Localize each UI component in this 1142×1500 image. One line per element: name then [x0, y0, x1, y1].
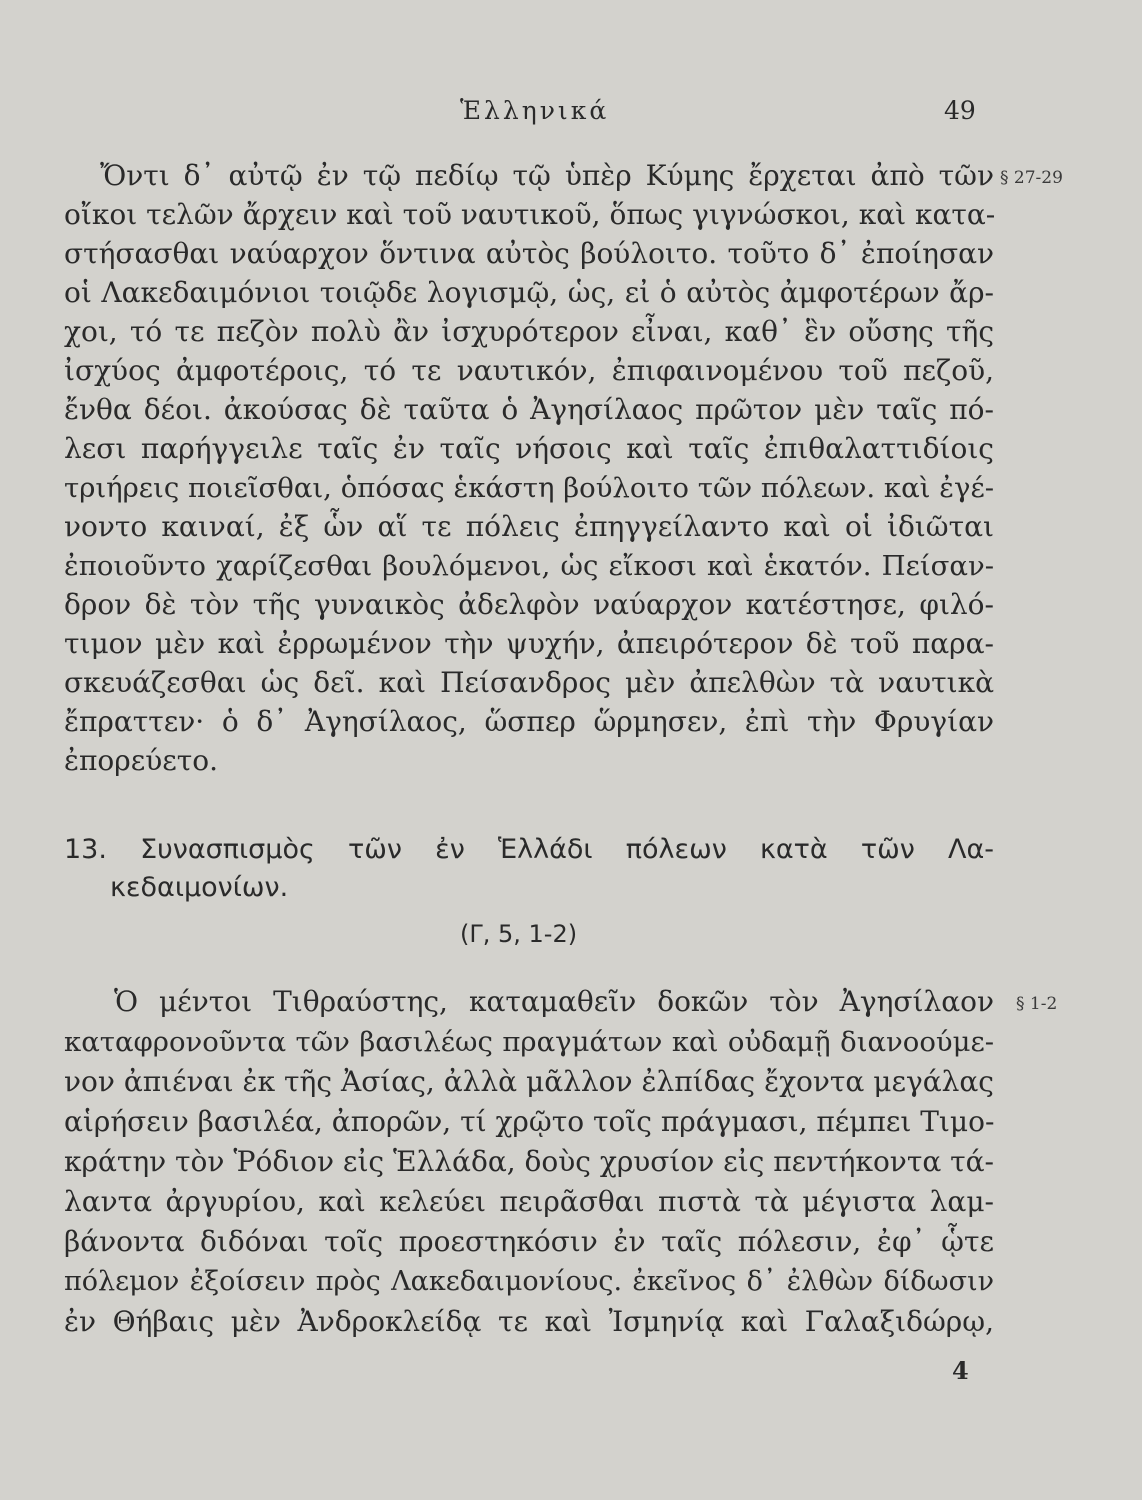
- text-line: σκευάζεσθαι ὡς δεῖ. καὶ Πείσανδρος μὲν ἀπελθὼν τὰ ναυτικὰ: [64, 666, 994, 699]
- text-line: δρον δὲ τὸν τῆς γυναικὸς ἀδελφὸν ναύαρχον κατέστησε, φιλό-: [64, 588, 994, 621]
- text-line: ἐν Θήβαις μὲν Ἀνδροκλείδᾳ τε καὶ Ἰσμηνίᾳ καὶ Γαλαξιδώρῳ,: [64, 1305, 994, 1338]
- section-title-line-1: 13. Συνασπισμὸς τῶν ἐν Ἑλλάδι πόλεων κατὰ τῶν Λα-: [64, 834, 994, 865]
- text-line: ἔνθα δέοι. ἀκούσας δὲ ταῦτα ὁ Ἀγησίλαος πρῶτον μὲν ταῖς πό-: [64, 393, 994, 426]
- text-line: καταφρονοῦντα τῶν βασιλέως πραγμάτων καὶ οὐδαμῇ διανοούμε-: [64, 1026, 994, 1058]
- text-line: βάνοντα διδόναι τοῖς προεστηκόσιν ἐν ταῖς πόλεσιν, ἐφ᾽ ᾧτε: [64, 1225, 994, 1258]
- text-line: νοντο καιναί, ἐξ ὧν αἵ τε πόλεις ἐπηγγείλαντο καὶ οἱ ἰδιῶται: [64, 510, 994, 543]
- text-line: λαντα ἀργυρίου, καὶ κελεύει πειρᾶσθαι πιστὰ τὰ μέγιστα λαμ-: [64, 1185, 994, 1218]
- printer-signature: 4: [952, 1356, 969, 1385]
- text-line: ἐποιοῦντο χαρίζεσθαι βουλόμενοι, ὡς εἴκοσι καὶ ἑκατόν. Πείσαν-: [64, 550, 994, 582]
- text-line: Ὄντι δ᾽ αὐτῷ ἐν τῷ πεδίῳ τῷ ὑπὲρ Κύμης ἔρχεται ἀπὸ τῶν: [100, 159, 994, 192]
- text-line: λεσι παρήγγειλε ταῖς ἐν ταῖς νήσοις καὶ ταῖς ἐπιθαλαττιδίοις: [64, 432, 994, 465]
- text-line: ἰσχύος ἀμφοτέροις, τό τε ναυτικόν, ἐπιφαινομένου τοῦ πεζοῦ,: [64, 354, 994, 387]
- text-line: τιμον μὲν καὶ ἐρρωμένον τὴν ψυχήν, ἀπειρότερον δὲ τοῦ παρα-: [64, 627, 994, 660]
- text-line: νον ἀπιέναι ἐκ τῆς Ἀσίας, ἀλλὰ μᾶλλον ἐλπίδας ἔχοντα μεγάλας: [64, 1065, 994, 1098]
- page-number: 49: [944, 96, 976, 125]
- paragraph-1: [64, 158, 994, 798]
- text-line: κράτην τὸν Ῥόδιον εἰς Ἑλλάδα, δοὺς χρυσίον εἰς πεντήκοντα τά-: [64, 1145, 994, 1178]
- text-line: στήσασθαι ναύαρχον ὅντινα αὐτὸς βούλοιτο. τοῦτο δ᾽ ἐποίησαν: [64, 237, 994, 270]
- text-line: Ὁ μέντοι Τιθραύστης, καταμαθεῖν δοκῶν τὸν Ἀγησίλαον: [114, 985, 994, 1018]
- running-title: Ἑλληνικά: [460, 96, 610, 125]
- margin-reference-1: § 27-29: [1000, 168, 1063, 188]
- text-line: πόλεμον ἐξοίσειν πρὸς Λακεδαιμονίους. ἐκεῖνος δ᾽ ἐλθὼν δίδωσιν: [64, 1266, 994, 1297]
- page-header: [0, 96, 1142, 136]
- section-title-line-2: κεδαιμονίων.: [110, 872, 289, 903]
- source-citation: (Γ, 5, 1-2): [460, 920, 578, 948]
- text-line: αἱρήσειν βασιλέα, ἀπορῶν, τί χρῷτο τοῖς πράγμασι, πέμπει Τιμο-: [64, 1105, 995, 1138]
- text-line: τριήρεις ποιεῖσθαι, ὁπόσας ἑκάστη βούλοιτο τῶν πόλεων. καὶ ἐγέ-: [64, 472, 994, 504]
- text-line: οἴκοι τελῶν ἄρχειν καὶ τοῦ ναυτικοῦ, ὅπως γιγνώσκοι, καὶ κατα-: [64, 198, 996, 231]
- text-line: οἱ Λακεδαιμόνιοι τοιῷδε λογισμῷ, ὡς, εἰ ὁ αὐτὸς ἀμφοτέρων ἄρ-: [64, 276, 994, 309]
- text-line: χοι, τό τε πεζὸν πολὺ ἂν ἰσχυρότερον εἶναι, καθ᾽ ἓν οὔσης τῆς: [64, 315, 994, 348]
- text-line: ἐπορεύετο.: [64, 744, 219, 777]
- paragraph-2: [64, 984, 994, 1354]
- text-line: ἔπραττεν· ὁ δ᾽ Ἀγησίλαος, ὥσπερ ὥρμησεν, ἐπὶ τὴν Φρυγίαν: [64, 705, 994, 738]
- margin-reference-2: § 1-2: [1016, 994, 1058, 1014]
